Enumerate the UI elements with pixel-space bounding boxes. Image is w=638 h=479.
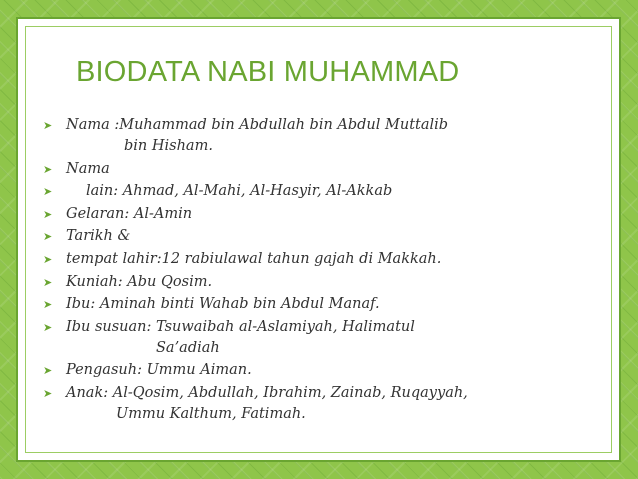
item-text: lain: Ahmad, Al-Mahi, Al-Hasyir, Al-Akkab	[86, 183, 393, 200]
list-item	[31, 294, 611, 315]
item-text: Nama :Muhammad bin Abdullah bin Abdul Muttalib	[66, 117, 449, 133]
list-item	[31, 383, 611, 425]
arrow-bullet-icon: ➤	[43, 320, 53, 334]
item-text: Ibu susuan: Tsuwaibah al-Aslamiyah, Halimatul	[66, 318, 415, 335]
arrow-bullet-icon: ➤	[43, 162, 53, 176]
list-item	[31, 159, 611, 180]
arrow-bullet-icon: ➤	[43, 275, 53, 289]
list-item	[31, 115, 611, 157]
item-text: Gelaran: Al-Amin	[66, 205, 193, 222]
arrow-bullet-icon: ➤	[43, 119, 53, 132]
arrow-bullet-icon: ➤	[43, 185, 53, 199]
item-text: Tarikh &	[66, 228, 131, 245]
item-continuation: Ummu Kalthum, Fatimah.	[116, 405, 306, 422]
item-text: Pengasuh: Ummu Aiman.	[66, 362, 252, 379]
list-item	[31, 272, 611, 293]
item-continuation: bin Hisham.	[124, 138, 213, 154]
item-text: Ibu: Aminah binti Wahab bin Abdul Manaf.	[66, 296, 380, 313]
item-text: Anak: Al-Qosim, Abdullah, Ibrahim, Zainab, Ruqayyah,	[66, 384, 468, 401]
arrow-bullet-icon: ➤	[43, 207, 53, 221]
arrow-bullet-icon: ➤	[43, 230, 53, 244]
list-item	[31, 181, 611, 202]
list-item	[31, 226, 611, 247]
arrow-bullet-icon: ➤	[43, 252, 53, 266]
arrow-bullet-icon: ➤	[43, 364, 53, 378]
page-title: BIODATA NABI MUHAMMAD	[76, 56, 460, 88]
list-item	[31, 204, 611, 225]
item-text: Kuniah: Abu Qosim.	[66, 273, 213, 290]
arrow-bullet-icon: ➤	[43, 386, 53, 400]
list-item	[31, 317, 611, 359]
item-text: Nama	[66, 160, 110, 177]
list-item	[31, 360, 611, 381]
slide-content-area	[16, 17, 621, 462]
item-continuation: Sa’adiah	[156, 339, 220, 356]
arrow-bullet-icon: ➤	[43, 298, 53, 312]
item-text: tempat lahir:12 rabiulawal tahun gajah di Makkah.	[66, 250, 442, 267]
biodata-list	[31, 115, 611, 427]
list-item	[31, 249, 611, 270]
